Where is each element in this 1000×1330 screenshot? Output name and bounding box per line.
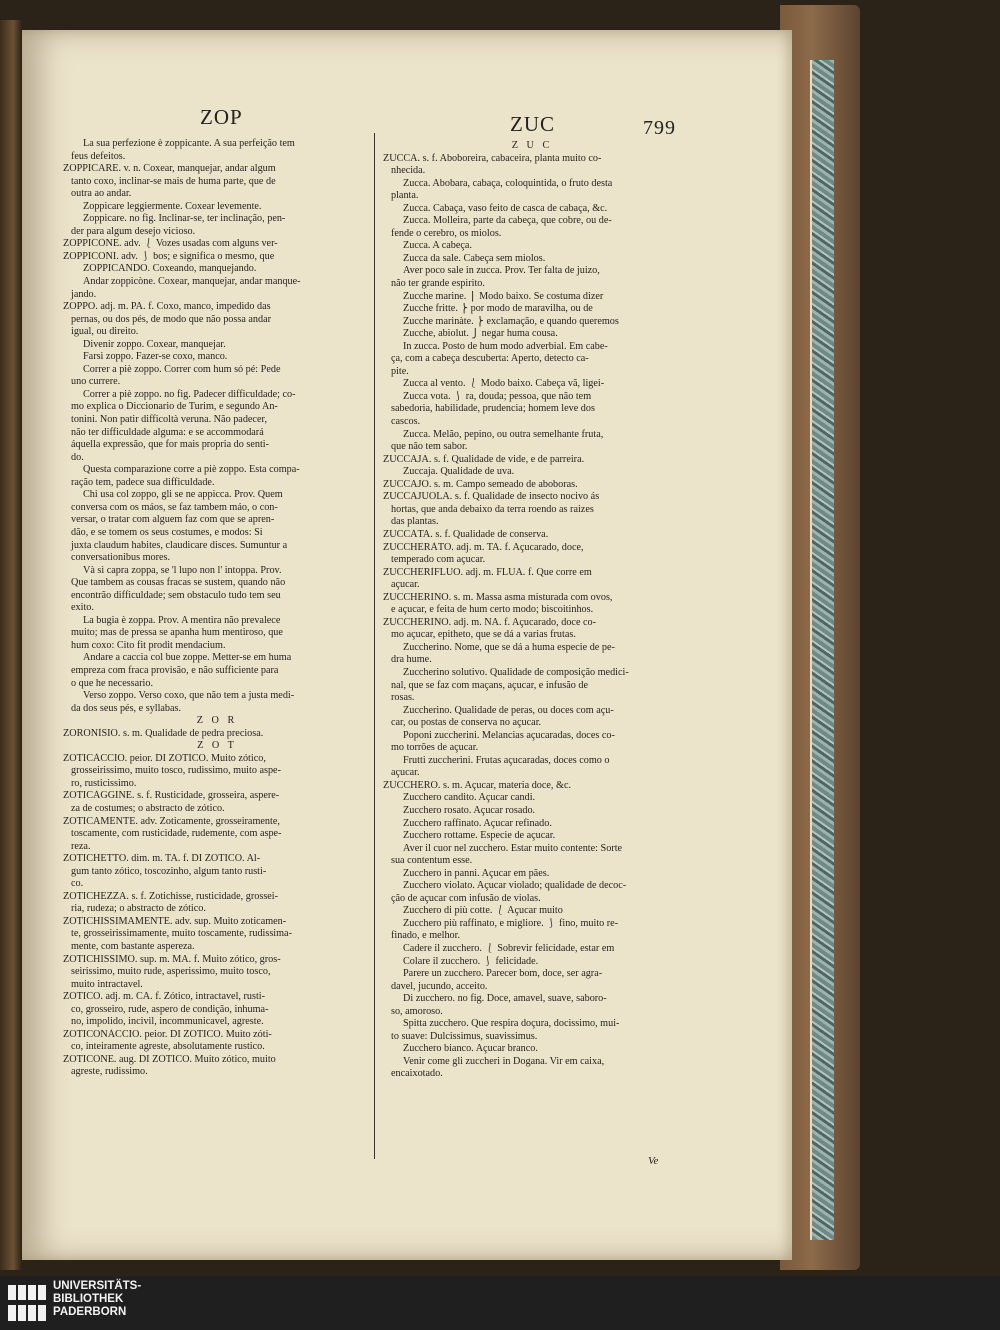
text-line: nhecida. <box>391 165 426 177</box>
text-line: Zucchero rottame. Especie de açucar. <box>403 830 556 842</box>
text-line: ZOTICÒNE. aug. DI ZÒTICO. Muito zótico, muito <box>63 1053 276 1065</box>
text-line: Di zucchero. no fig. Doce, amavel, suave, saboro- <box>403 993 607 1005</box>
text-line: Venir come gli zuccheri in Dogana. Vir em caixa, <box>403 1055 605 1067</box>
text-line: ro, rusticissimo. <box>71 777 137 789</box>
text-line: Zucchero raffinato. Açucar refinado. <box>403 817 552 829</box>
right-column <box>383 140 681 1081</box>
text-line: encaixotado. <box>391 1068 443 1080</box>
text-line: temperado com açucar. <box>391 554 486 566</box>
text-line: tanto coxo, inclinar-se mais de huma parte, que de <box>71 175 276 187</box>
text-line: ZOTICHETTO. dim. m. TA. f. DI ZÒTICO. Al- <box>63 853 261 865</box>
text-line: Cadere il zucchero. ⎱ Sobrevir felicidade, estar em <box>403 943 615 954</box>
text-line: Zucche marine. ⎫ Modo baixo. Se costuma dizer <box>403 290 604 302</box>
text-line: exito. <box>71 602 94 614</box>
text-line: za de costumes; o abstracto de zótico. <box>71 802 225 814</box>
text-line: Zuccherino. Nome, que se dá a huma especie de pe- <box>403 641 615 653</box>
text-line: Divenir zoppo. Coxear, manquejar. <box>83 338 226 350</box>
text-line: te, grosseirissimamente, muito toscamente, rudissima- <box>71 928 292 940</box>
text-line: encontrão difficuldade; sem obstaculo tudo tem seu <box>71 589 281 601</box>
text-line: empreza com fraca provisão, e não sufficiente para <box>71 664 279 676</box>
text-line: sabedoria, habilidade, prudencia; homem leve dos <box>391 403 595 415</box>
text-line: La bugia è zoppa. Prov. A mentira não prevalece <box>83 614 281 626</box>
library-logo-icon <box>6 1282 48 1324</box>
section-heading: Z U C <box>511 140 553 151</box>
running-head-right: ZUC <box>510 112 555 136</box>
text-line: ZUCCHERINO. s. m. Massa asma misturada com ovos, <box>383 591 613 603</box>
text-line: Farsi zoppo. Fazer-se coxo, manco. <box>83 351 228 363</box>
library-name <box>53 1280 141 1319</box>
text-line: Andar zoppicòne. Coxear, manquejar, andar manque- <box>83 276 301 288</box>
text-line: co, inteiramente agreste, absolutamente rustico. <box>71 1041 265 1053</box>
text-line: ZOTICONÀCCIO. peior. DI ZÒTICO. Muito zóti- <box>63 1028 272 1040</box>
text-line: ZOTICAMENTE. adv. Zoticamente, grosseiramente, <box>63 815 280 827</box>
text-line: conversationibus mores. <box>71 552 171 564</box>
text-line: do. <box>71 451 84 463</box>
text-line: ria, rudeza; o abstracto de zótico. <box>71 903 206 915</box>
text-line: Zucchero rosato. Açucar rosado. <box>403 804 536 816</box>
text-line: muito; mas de pressa se apanha hum mentiroso, que <box>71 627 283 639</box>
column-rule <box>374 133 375 1159</box>
text-line: ZORONÌSIO. s. m. Qualidade de pedra preciosa. <box>63 727 264 739</box>
text-line: igual, ou direito. <box>71 326 139 338</box>
footer-bar <box>0 1276 1000 1330</box>
left-book-cover <box>0 20 22 1270</box>
text-line: ZOTICHEZZA. s. f. Zotichisse, rusticidade, grossei- <box>63 890 279 902</box>
text-line: ZUCCHERÀTO. adj. m. TA. f. Açucarado, doce, <box>383 541 584 553</box>
text-line: Poponi zuccherini. Melancias açucaradas, doces co- <box>403 729 615 741</box>
text-line: ça, com a cabeça descuberta: Aperto, detecto ca- <box>391 353 589 365</box>
text-line: co. <box>71 878 84 890</box>
text-line: não ter difficuldade alguma: e se accommodará <box>71 426 264 438</box>
text-line: Zucca. Abobara, cabaça, coloquintida, o fruto desta <box>403 177 613 189</box>
text-line: mo açucar, epitheto, que se dá a varias frutas. <box>391 629 576 641</box>
text-line: ZUCCÀTA. s. f. Qualidade de conserva. <box>383 528 549 540</box>
library-name-line: PADERBORN <box>53 1306 127 1318</box>
text-line: Colare il zucchero. ⎰ felicidade. <box>403 955 539 967</box>
text-line: to suave: Dulcissimus, suavissimus. <box>391 1030 538 1042</box>
text-line: ção de açucar com infusão de violas. <box>391 892 541 904</box>
library-name-line: UNIVERSITÄTS- <box>53 1280 142 1292</box>
text-line: davel, jucundo, acceito. <box>391 980 488 992</box>
text-line: ZOPPO. adj. m. PA. f. Coxo, manco, impedido das <box>63 301 271 313</box>
text-line: açucar. <box>391 767 420 779</box>
text-line: que não tem sabor. <box>391 441 468 453</box>
text-line: hum coxo: Cito fit prodit mendacium. <box>71 639 226 651</box>
catchword: Ve <box>648 1155 659 1167</box>
text-line: mo torrões de açucar. <box>391 742 479 754</box>
text-line: mente, com bastante aspereza. <box>71 941 195 952</box>
text-line: versar, o tratar com alguem faz com que se apren- <box>71 514 275 526</box>
text-line: Verso zoppo. Verso coxo, que não tem a justa medi- <box>83 690 295 702</box>
text-line: Correr a piè zoppo. no fig. Padecer difficuldade; co- <box>83 388 296 400</box>
text-line: ZOPPICÒNE. adv. ⎱ Vozes usadas com alguns ver- <box>63 238 278 250</box>
text-line: da dos seus pés, e syllabas. <box>71 702 182 714</box>
text-line: Zucca. Melão, pepino, ou outra semelhante fruta, <box>403 428 604 440</box>
text-line: não ter grande espirito. <box>391 278 485 290</box>
text-line: dra hume. <box>391 654 432 666</box>
text-line: car, ou postas de conserva no açucar. <box>391 717 542 729</box>
text-line: ZÒTICO. adj. m. CA. f. Zótico, intractavel, rusti- <box>63 991 266 1003</box>
text-line: juxta claudum habites, claudicare disces. Sumuntur a <box>71 539 288 551</box>
text-line: ZOPPICANDO. Coxeando, manquejando. <box>83 263 257 275</box>
text-line: o que he necessario. <box>71 677 154 689</box>
text-line: ZOPPICARE. v. n. Coxear, manquejar, andar algum <box>63 163 276 175</box>
text-line: áquella expressão, que for mais propria do senti- <box>71 439 270 451</box>
text-line: mo explica o Diccionario de Turim, e segundo An- <box>71 401 278 413</box>
text-line: jando. <box>71 288 97 300</box>
text-line: der para algum desejo vicioso. <box>71 225 196 237</box>
text-line: no, impolido, incivil, incommunicavel, agreste. <box>71 1016 264 1028</box>
text-line: Zucchero più raffinato, e migliore. ⎰ fino, muito re- <box>403 917 619 929</box>
text-line: Zucca. Molleira, parte da cabeça, que cobre, ou de- <box>403 215 612 227</box>
text-line: Aver poco sale in zucca. Prov. Ter falta de juizo, <box>403 265 600 277</box>
text-line: açucar. <box>391 579 420 591</box>
text-line: Zucche, abiolut. ⎭ negar huma cousa. <box>403 328 558 340</box>
text-line: ZUCCA. s. f. Aboboreira, cabaceira, planta muito co- <box>383 152 602 164</box>
text-line: Zuccaja. Qualidade de uva. <box>403 466 515 478</box>
text-line: ZOTICÀGGINE. s. f. Rusticidade, grosseira, aspere- <box>63 790 280 802</box>
text-line: uno currere. <box>71 376 121 388</box>
text-line: tonini. Non patir difficoltà veruna. Não padecer, <box>71 414 268 426</box>
text-line: agreste, rudissimo. <box>71 1066 148 1078</box>
text-line: Zucca da sale. Cabeça sem miolos. <box>403 252 546 264</box>
text-line: Và sì capra zoppa, se 'l lupo non l' intoppa. Prov. <box>83 564 282 576</box>
text-line: Zucca. Cabaça, vaso feito de casca de cabaça, &c. <box>403 202 608 214</box>
text-line: Que tambem as cousas fracas se sustem, quando não <box>71 577 286 589</box>
library-name-line: BIBLIOTHEK <box>53 1293 124 1305</box>
section-heading: Z O T <box>197 740 237 752</box>
text-line: outra ao andar. <box>71 188 132 200</box>
text-line: Zucchero di più cotte. ⎱ Açucar muito <box>403 905 563 917</box>
text-line: nal, que se faz com maçans, açucar, e infusão de <box>391 679 589 691</box>
text-line: Zucchero violato. Açucar violado; qualidade de decoc- <box>403 880 627 892</box>
text-line: La sua perfezione è zoppicante. A sua perfeição tem <box>83 138 295 149</box>
text-line: so, amoroso. <box>391 1005 443 1017</box>
text-line: Andare a caccia col bue zoppe. Metter-se em huma <box>83 652 292 664</box>
text-line: e açucar, e feita de hum certo modo; biscoitinhos. <box>391 604 594 616</box>
text-line: Zoppicare leggiermente. Coxear levemente. <box>83 200 262 212</box>
text-line: Aver il cuor nel zucchero. Estar muito contente: Sorte <box>403 842 623 854</box>
text-line: Correr a piè zoppo. Correr com hum só pé: Pede <box>83 363 281 375</box>
text-line: In zucca. Posto de hum modo adverbial. Em cabe- <box>403 340 608 352</box>
text-line: ZOPPICONI. adv. ⎰ bos; e significa o mesmo, que <box>63 250 275 262</box>
marbled-page-edge <box>810 60 834 1240</box>
text-line: conversa com os máos, se faz tambem máo, o con- <box>71 501 278 513</box>
text-line: Zucchero bianco. Açucar branco. <box>403 1043 538 1055</box>
text-line: Parere un zucchero. Parecer bom, doce, ser agra- <box>403 968 603 980</box>
text-line: Zucchero candito. Açucar candi. <box>403 792 536 804</box>
text-line: ZUCCAJA. s. f. Qualidade de vide, e de parreira. <box>383 453 585 465</box>
text-line: dão, e se tomem os seus costumes, e modos: Si <box>71 526 263 538</box>
text-line: gum tanto zótico, toscozinho, algum tanto rusti- <box>71 865 267 877</box>
text-line: Frutti zuccherini. Frutas açucaradas, doces como o <box>403 754 610 766</box>
text-line: ZÙCCHERO. s. m. Açucar, materia doce, &c. <box>383 779 572 791</box>
text-line: ZOTICHISSIMAMENTE. adv. sup. Muito zoticamen- <box>63 915 287 927</box>
text-line: Zucca al vento. ⎱ Modo baixo. Cabeça vã, ligei- <box>403 378 605 390</box>
running-head-left: ZOP <box>200 105 243 129</box>
text-line: toscamente, com rusticidade, rudemente, com aspe- <box>71 828 282 840</box>
text-line: co, grosseiro, rude, aspero de condição, inhuma- <box>71 1003 269 1015</box>
text-line: Zucca. A cabeça. <box>403 240 473 252</box>
text-line: ZUCCHERINO. adj. m. NA. f. Açucarado, doce co- <box>383 616 597 628</box>
text-line: muito intractavel. <box>71 978 143 990</box>
text-line: grosseirissimo, muito tosco, rudissimo, muito aspe- <box>71 765 281 777</box>
text-line: Zuccherino. Qualidade de peras, ou doces com açu- <box>403 704 614 716</box>
text-line: Zucchero in panni. Açucar em pães. <box>403 867 550 879</box>
text-line: das plantas. <box>391 516 439 528</box>
text-line: ZOTICÀCCIO. peior. DI ZÒTICO. Muito zótico, <box>63 752 266 764</box>
text-line: Zucche marinàte. ⎬ exclamação, e quando queremos <box>403 315 619 327</box>
text-line: reza. <box>71 840 91 852</box>
text-line: ZUCCHERÌFLUO. adj. m. FLUA. f. Que corre em <box>383 566 592 578</box>
text-line: planta. <box>391 190 419 202</box>
text-line: rosas. <box>391 692 415 704</box>
text-line: Zucche fritte. ⎬ por modo de maravilha, ou de <box>403 303 593 315</box>
text-line: Questa comparazione corre a piè zoppo. Esta compa- <box>83 464 300 476</box>
text-line: Zucca vota. ⎰ ra, douda; pessoa, que não tem <box>403 390 592 402</box>
text-line: cascos. <box>391 416 421 428</box>
text-line: ração tem, padece sua difficuldade. <box>71 476 215 488</box>
text-line: hortas, que anda debaixo da terra roendo as raizes <box>391 503 594 515</box>
text-line: sua contentum esse. <box>391 855 473 867</box>
text-line: ZUCCAJO. s. m. Campo semeado de aboboras. <box>383 478 578 490</box>
text-line: pite. <box>391 365 409 377</box>
text-line: Chi usa col zoppo, gli se ne appicca. Prov. Quem <box>83 489 283 501</box>
text-line: ZOTICHISSIMO. sup. m. MA. f. Muito zótico, gros- <box>63 953 281 965</box>
text-line: ZUCCAJUÒLA. s. f. Qualidade de insecto nocivo ás <box>383 491 600 503</box>
text-line: Zuccherino solutivo. Qualidade de composição medici- <box>403 666 629 678</box>
text-line: seirissimo, muito rude, asperissimo, muito tosco, <box>71 966 271 978</box>
text-line: fende o cerebro, os miolos. <box>391 227 502 239</box>
text-line: Zoppicare. no fig. Inclinar-se, ter inclinação, pen- <box>83 213 286 225</box>
page-number: 799 <box>643 117 676 139</box>
text-line: Spitta zucchero. Que respira doçura, docissimo, mui- <box>403 1018 620 1030</box>
text-line: feus defeitos. <box>71 150 126 162</box>
section-heading: Z O R <box>196 715 238 727</box>
text-line: pernas, ou dos pés, de modo que não possa andar <box>71 313 272 325</box>
text-line: finado, e melhor. <box>391 930 461 942</box>
left-column <box>63 138 371 1079</box>
